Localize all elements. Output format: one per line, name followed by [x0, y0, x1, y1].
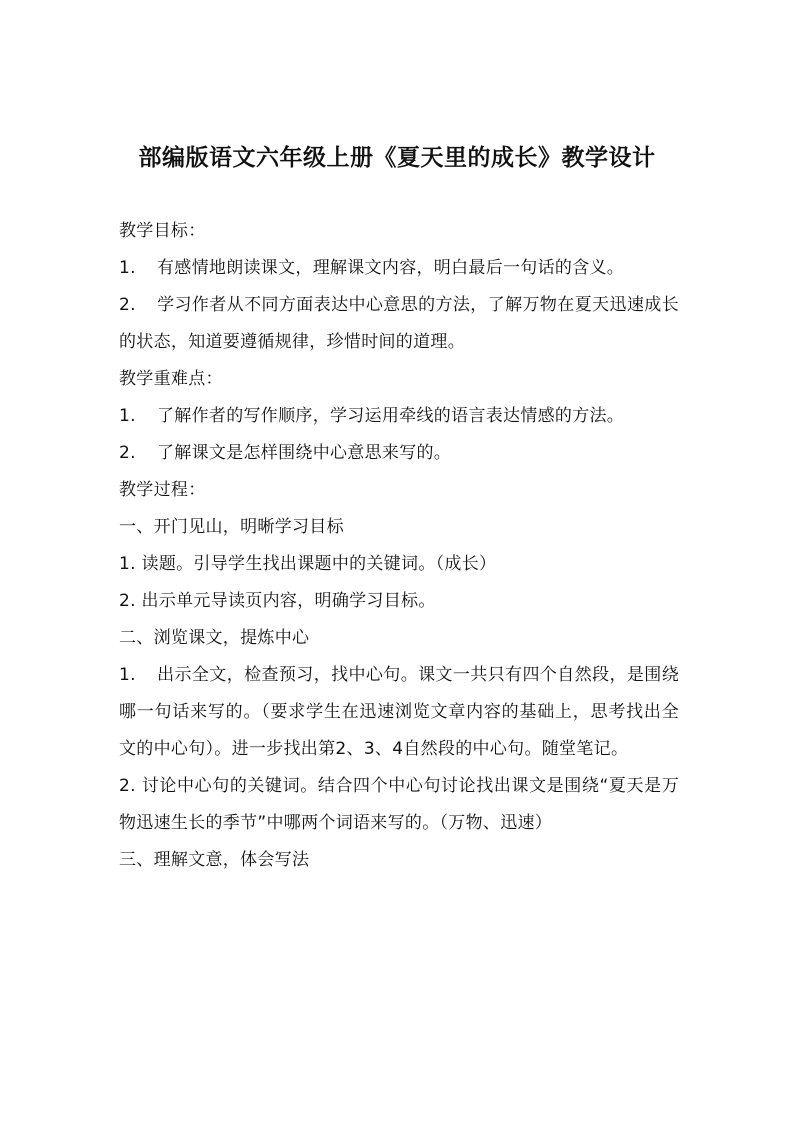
section-2-heading: 二、浏览课文，提炼中心: [119, 628, 310, 648]
goal-number-2: 2.: [119, 295, 136, 315]
key-point-number-2: 2.: [119, 443, 136, 463]
goal-number-1: 1.: [119, 258, 136, 278]
section-1-item-1: 1. 读题。引导学生找出课题中的关键词。（成长）: [119, 554, 497, 574]
key-point-number-1: 1.: [119, 406, 136, 426]
goal-item-1: [119, 250, 679, 287]
key-point-item-2: [119, 435, 679, 472]
section-2-item-1-text: 出示全文，检查预习，找中心句。课文一共只有四个自然段，是围绕哪一句话来写的。（要求学生在迅速浏览文章内容的基础上，思考找出全文的中心句）。进一步找出第2、3、4自然段的中心句。随堂笔记。: [119, 665, 679, 759]
goal-text-1: 有感情地朗读课文，理解课文内容，明白最后一句话的含义。: [157, 258, 625, 278]
goal-text-2: 学习作者从不同方面表达中心意思的方法，了解万物在夏天迅速成长的状态，知道要遵循规律，珍惜时间的道理。: [119, 295, 679, 352]
section-1-heading: 一、开门见山，明晰学习目标: [119, 517, 344, 537]
section-2-item-1: [119, 657, 679, 768]
goals-heading: 教学目标：: [119, 221, 206, 241]
key-points-heading: 教学重难点：: [119, 369, 223, 389]
key-point-item-1: [119, 398, 679, 435]
section-1-item-2: 2. 出示单元导读页内容，明确学习目标。: [119, 591, 436, 611]
document-body: [119, 213, 679, 879]
section-2-item-1-number: 1.: [119, 665, 136, 685]
goal-item-2: [119, 287, 679, 361]
key-point-text-1: 了解作者的写作顺序，学习运用牵线的语言表达情感的方法。: [157, 406, 625, 426]
section-3-heading: 三、理解文意，体会写法: [119, 850, 310, 870]
process-heading: 教学过程：: [119, 480, 206, 500]
key-point-text-2: 了解课文是怎样围绕中心意思来写的。: [157, 443, 452, 463]
document-title: 部编版语文六年级上册《夏天里的成长》教学设计: [138, 144, 656, 171]
section-2-item-2: 2. 讨论中心句的关键词。结合四个中心句讨论找出课文是围绕“夏天是万物迅速生长的季节”中哪两个词语来写的。（万物、迅速）: [119, 776, 679, 833]
